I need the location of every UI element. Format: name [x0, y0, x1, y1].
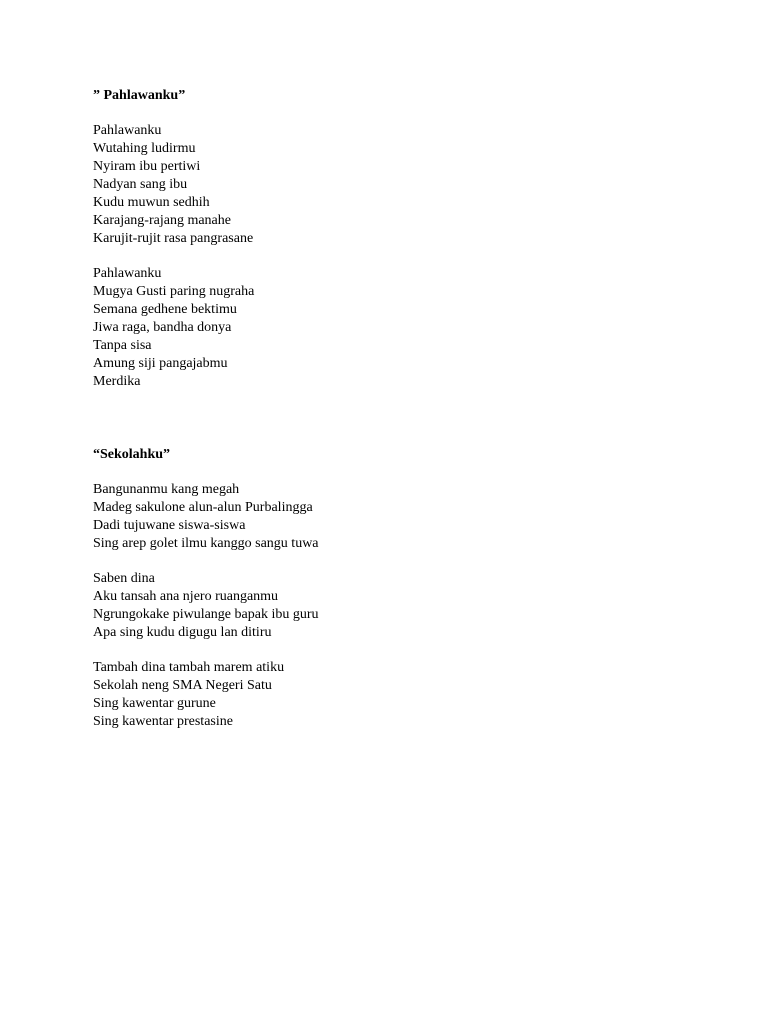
- poem-line: Sing arep golet ilmu kanggo sangu tuwa: [93, 536, 319, 551]
- poem-line: Karujit-rujit rasa pangrasane: [93, 231, 254, 246]
- poem-line: Semana gedhene bektimu: [93, 302, 237, 317]
- poem-line: Tanpa sisa: [93, 338, 152, 353]
- poem-line: Wutahing ludirmu: [93, 141, 196, 156]
- poem-line: Ngrungokake piwulange bapak ibu guru: [93, 607, 319, 622]
- poem-line: Nadyan sang ibu: [93, 177, 188, 192]
- poem-line: Jiwa raga, bandha donya: [93, 320, 232, 335]
- poem-line: Sing kawentar prestasine: [93, 714, 233, 729]
- stanza: [93, 122, 693, 248]
- poem-line: Sekolah neng SMA Negeri Satu: [93, 678, 272, 693]
- poem-line: Bangunanmu kang megah: [93, 482, 240, 497]
- stanza: [93, 481, 693, 553]
- poem-title: ” Pahlawanku”: [93, 88, 186, 103]
- poem-sekolahku: [93, 446, 693, 748]
- poem-line: Pahlawanku: [93, 266, 162, 281]
- poem-line: Karajang-rajang manahe: [93, 213, 231, 228]
- poem-line: Aku tansah ana njero ruanganmu: [93, 589, 279, 604]
- poem-line: Tambah dina tambah marem atiku: [93, 660, 285, 675]
- poem-line: Saben dina: [93, 571, 155, 586]
- poem-line: Apa sing kudu digugu lan ditiru: [93, 625, 272, 640]
- stanza: [93, 265, 693, 391]
- poem-line: Nyiram ibu pertiwi: [93, 159, 201, 174]
- poem-line: Mugya Gusti paring nugraha: [93, 284, 255, 299]
- poem-line: Amung siji pangajabmu: [93, 356, 228, 371]
- poem-line: Pahlawanku: [93, 123, 162, 138]
- poem-line: Dadi tujuwane siswa-siswa: [93, 518, 246, 533]
- poem-line: Kudu muwun sedhih: [93, 195, 210, 210]
- stanza: [93, 570, 693, 642]
- poem-pahlawanku: [93, 87, 693, 408]
- poem-title: “Sekolahku”: [93, 447, 171, 462]
- poem-line: Madeg sakulone alun-alun Purbalingga: [93, 500, 313, 515]
- stanza: [93, 659, 693, 731]
- poem-line: Merdika: [93, 374, 141, 389]
- poem-line: Sing kawentar gurune: [93, 696, 216, 711]
